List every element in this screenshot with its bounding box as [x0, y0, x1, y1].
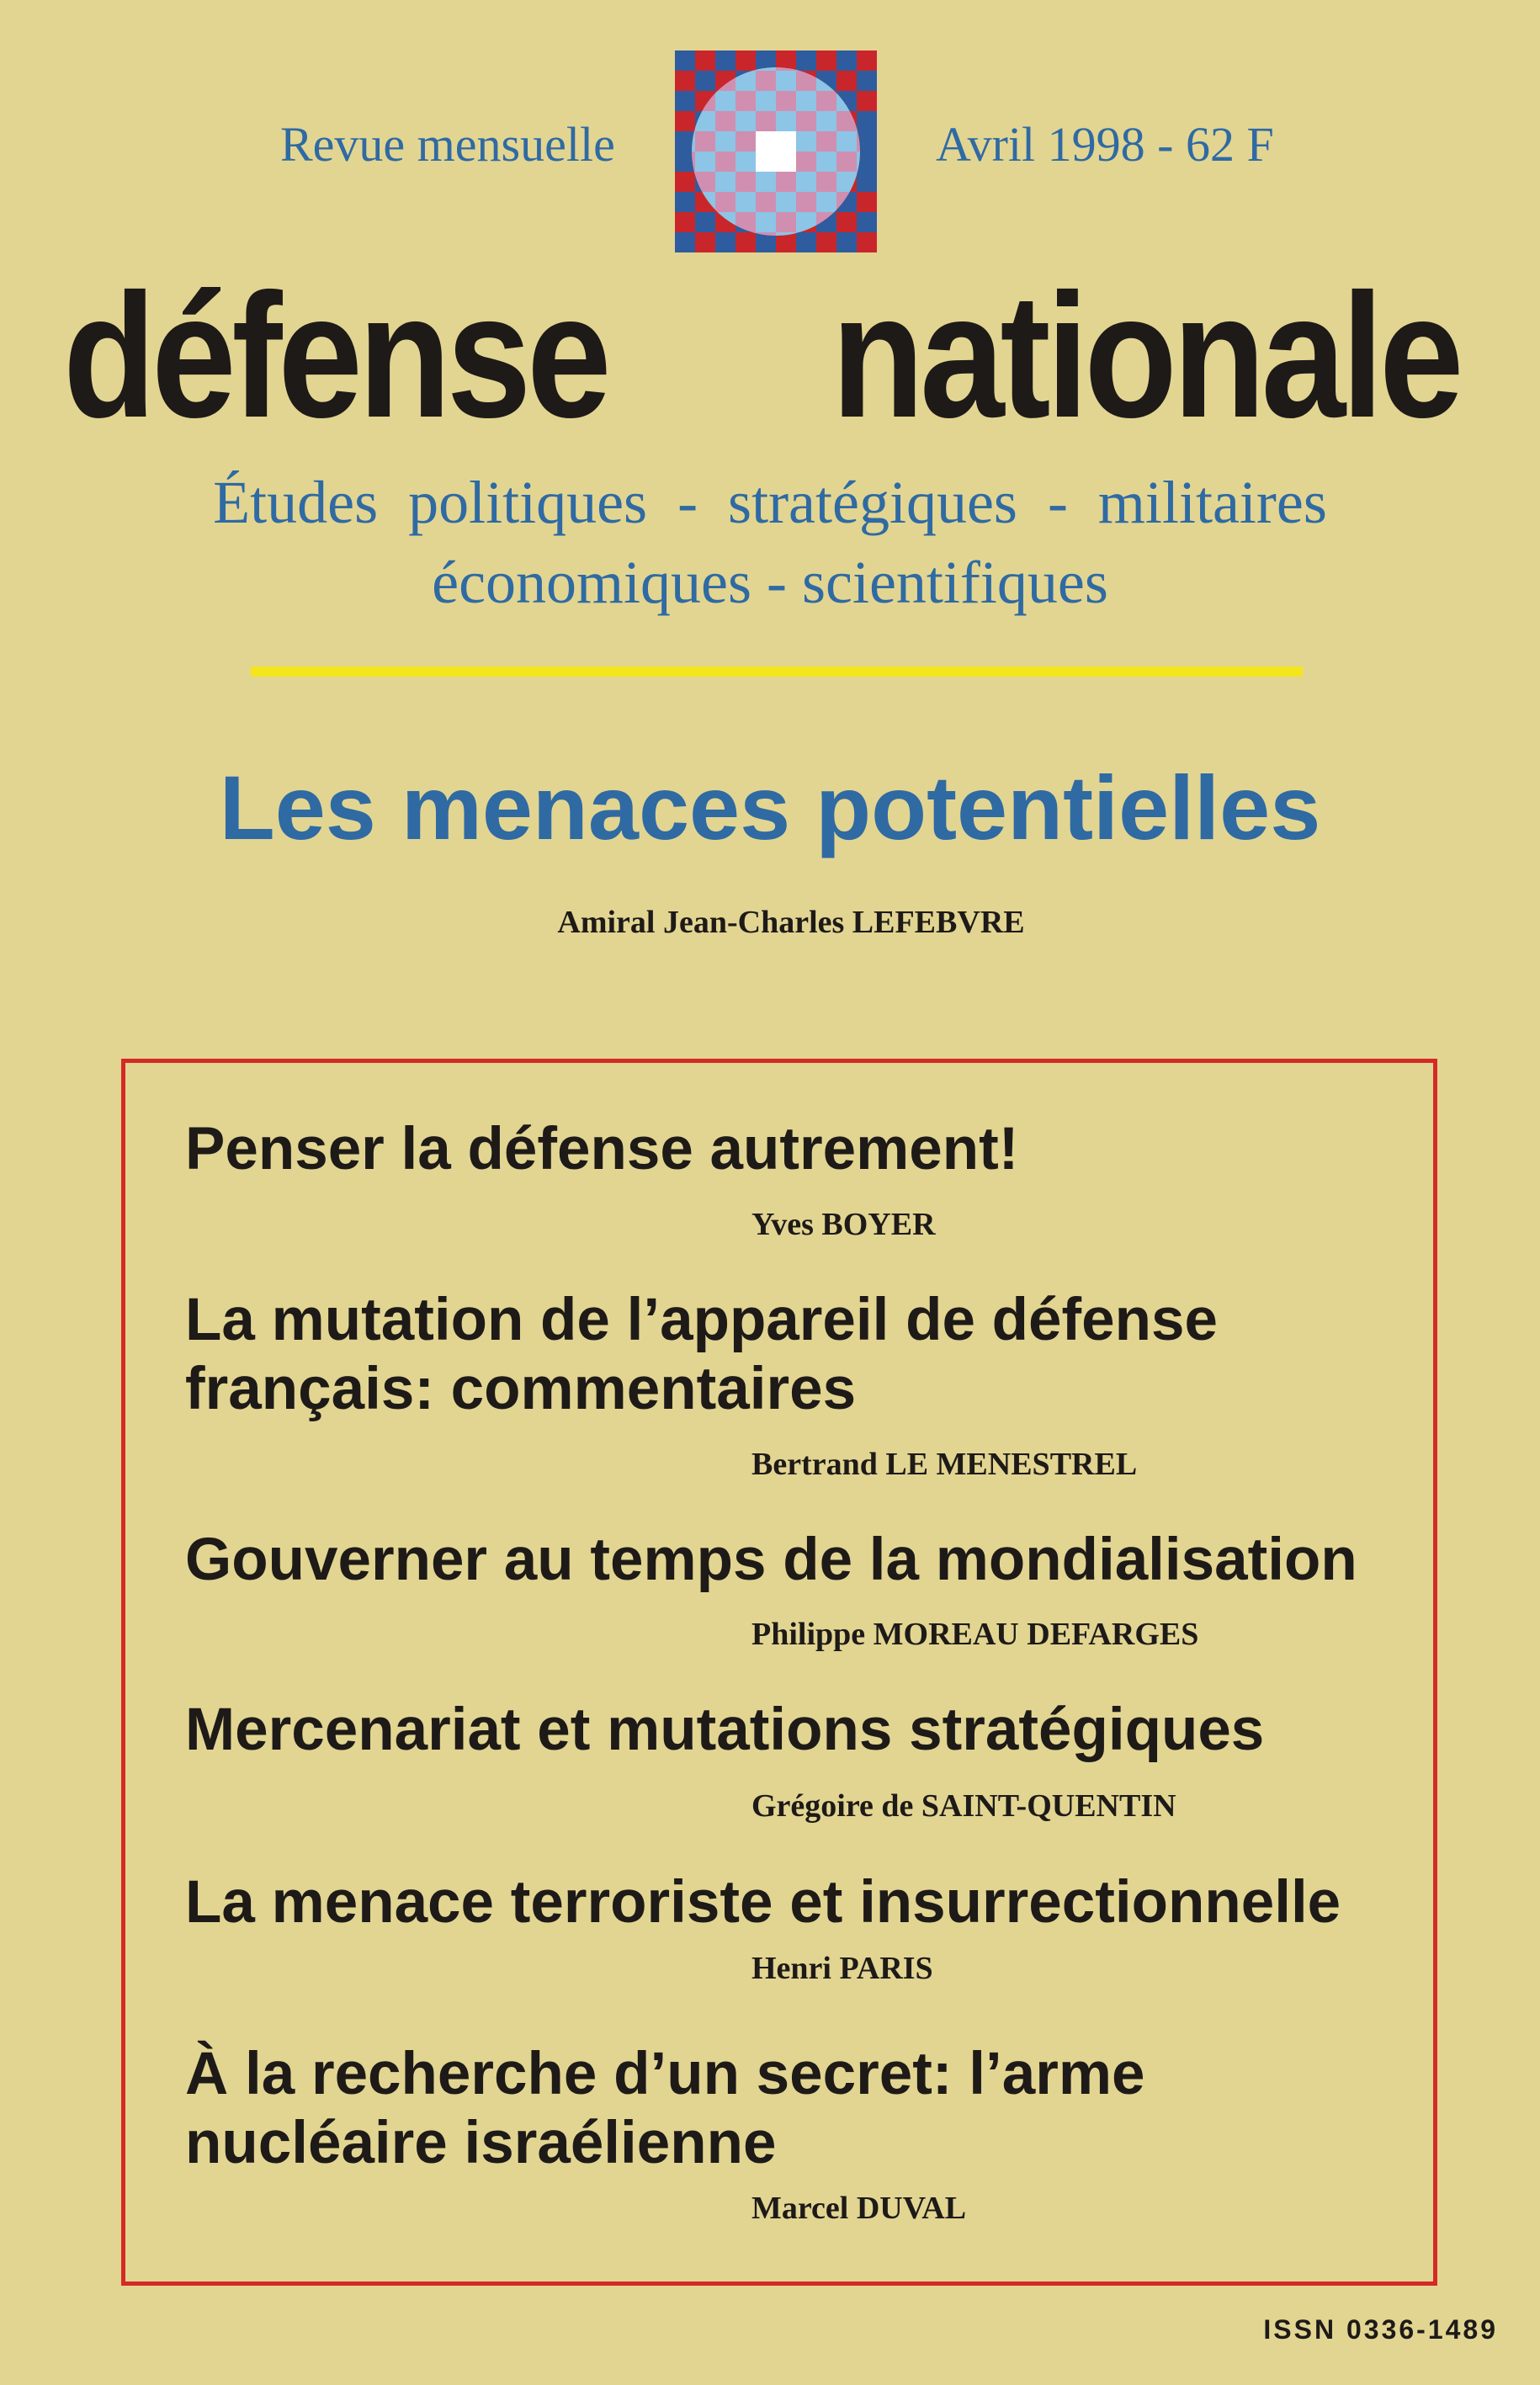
issue-date-price: Avril 1998 - 62 F — [936, 117, 1274, 172]
issue-theme-title: Les menaces potentielles — [219, 757, 1321, 858]
article-author: Henri PARIS — [751, 1951, 933, 1986]
publication-frequency: Revue mensuelle — [280, 117, 615, 172]
article-title: nucléaire israélienne — [185, 2110, 777, 2176]
subtitle-line-2: économiques - scientifiques — [432, 549, 1108, 616]
article-title: Gouverner au temps de la mondialisation — [185, 1527, 1357, 1593]
masthead-word-defense: défense — [63, 257, 608, 454]
article-author: Grégoire de SAINT-QUENTIN — [751, 1788, 1176, 1824]
checkerboard-logo-icon — [675, 50, 877, 252]
issue-theme-author: Amiral Jean-Charles LEFEBVRE — [557, 905, 1025, 940]
article-title: La menace terroriste et insurrectionnelle — [185, 1869, 1341, 1936]
article-author: Yves BOYER — [751, 1207, 936, 1242]
article-title: Penser la défense autrement! — [185, 1116, 1019, 1182]
yellow-divider — [251, 667, 1303, 677]
article-title: À la recherche d’un secret: l’arme — [185, 2041, 1145, 2107]
issn-number: ISSN 0336-1489 — [1263, 2314, 1498, 2345]
article-title: Mercenariat et mutations stratégiques — [185, 1697, 1265, 1763]
article-title: français: commentaires — [185, 1356, 857, 1422]
subtitle-line-1: Études politiques - stratégiques - militaires — [213, 469, 1327, 536]
masthead-word-nationale: nationale — [831, 257, 1460, 454]
article-author: Marcel DUVAL — [751, 2191, 967, 2226]
article-author: Philippe MOREAU DEFARGES — [751, 1617, 1199, 1652]
article-title: La mutation de l’appareil de défense — [185, 1287, 1219, 1353]
article-author: Bertrand LE MENESTREL — [751, 1447, 1138, 1482]
